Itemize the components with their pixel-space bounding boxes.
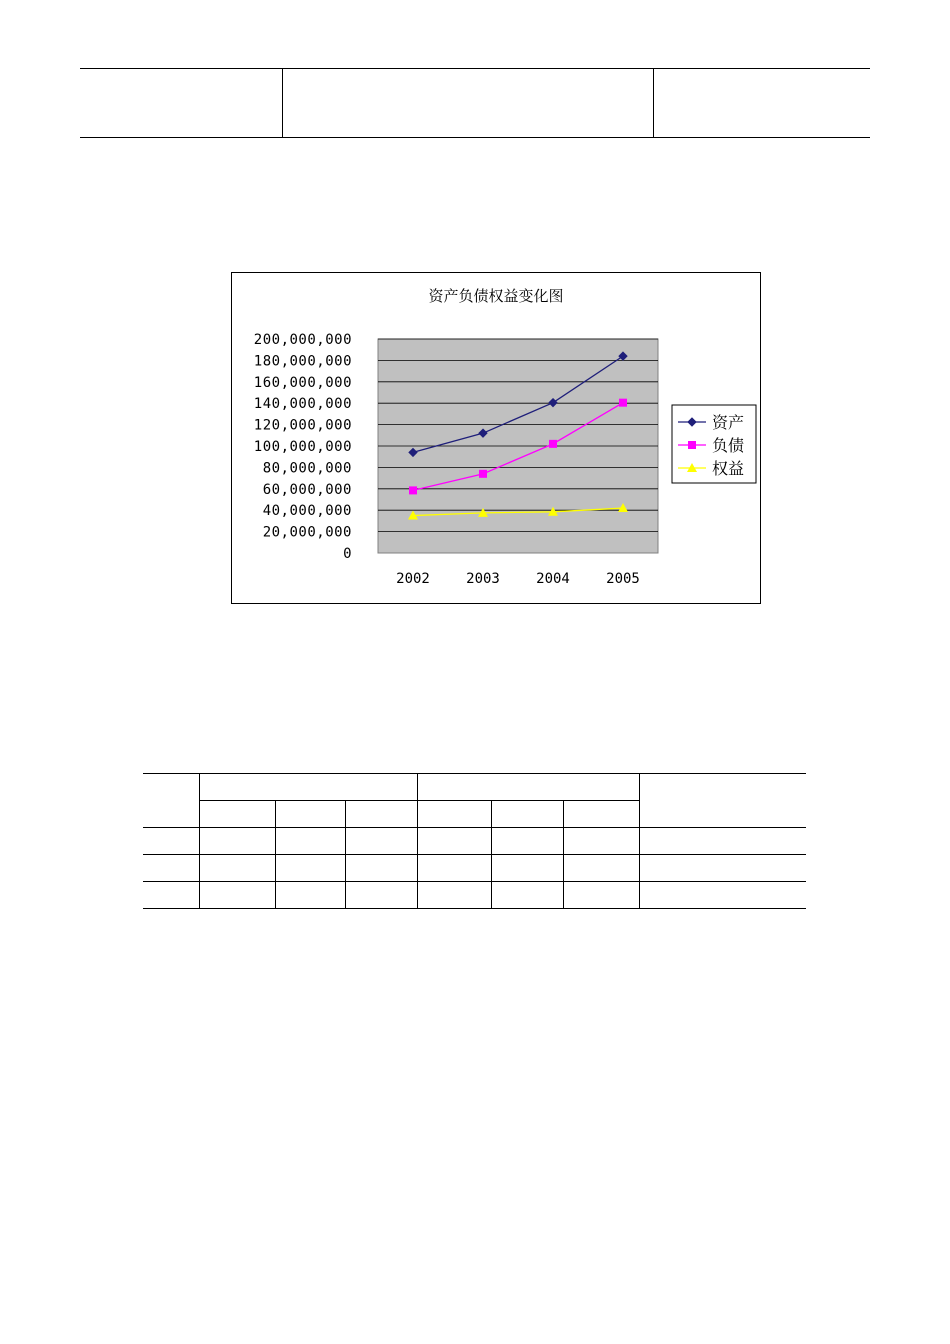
table-cell	[199, 828, 275, 855]
line-chart	[232, 273, 760, 603]
row-label	[143, 855, 199, 882]
header-slogan	[283, 69, 654, 137]
x-tick-label: 2004	[536, 571, 570, 587]
x-tick-label: 2003	[466, 571, 500, 587]
y-tick-label: 100,000,000	[253, 439, 352, 455]
legend-label: 负债	[712, 436, 745, 455]
table-cell	[345, 855, 417, 882]
table-cell	[563, 828, 639, 855]
data-point	[479, 470, 487, 478]
y-tick-label: 120,000,000	[253, 417, 352, 434]
table-corner-cell	[143, 774, 199, 828]
table-cell	[417, 882, 491, 909]
y-tick-label: 140,000,000	[253, 396, 352, 413]
table-cell-average	[639, 855, 806, 882]
y-tick-label: 180,000,000	[253, 353, 352, 370]
header-fixed-base-ratio	[199, 774, 417, 801]
table-cell	[491, 855, 563, 882]
header-chain-ratio	[417, 774, 639, 801]
table-cell	[417, 855, 491, 882]
table-cell	[199, 882, 275, 909]
page-header	[80, 68, 870, 138]
subheader-cell	[275, 801, 345, 828]
table-row-equity	[143, 882, 806, 909]
legend-label: 权益	[712, 459, 745, 478]
table-cell	[199, 855, 275, 882]
row-label	[143, 828, 199, 855]
table-header-row	[143, 774, 806, 801]
table-cell	[491, 828, 563, 855]
y-tick-label: 0	[343, 546, 352, 562]
chart-container	[231, 272, 761, 604]
header-meta	[80, 69, 283, 137]
subheader-cell	[199, 801, 275, 828]
table-cell	[275, 828, 345, 855]
chart-title: 资产负债权益变化图	[428, 287, 564, 305]
x-tick-label: 2005	[606, 571, 640, 587]
y-tick-label: 60,000,000	[262, 481, 352, 498]
y-tick-label: 20,000,000	[262, 524, 352, 541]
y-tick-label: 160,000,000	[253, 374, 352, 391]
table-row-liabilities	[143, 855, 806, 882]
y-tick-label: 80,000,000	[262, 460, 352, 477]
subheader-cell	[563, 801, 639, 828]
data-point	[619, 399, 627, 407]
table-row-assets	[143, 828, 806, 855]
data-point	[549, 440, 557, 448]
table-cell	[345, 828, 417, 855]
legend-marker	[688, 441, 696, 449]
subheader-cell	[491, 801, 563, 828]
financial-table	[143, 773, 806, 909]
table-cell	[491, 882, 563, 909]
table-cell-average	[639, 882, 806, 909]
y-tick-label: 40,000,000	[262, 503, 352, 520]
row-label	[143, 882, 199, 909]
table-cell	[563, 882, 639, 909]
table-cell	[275, 882, 345, 909]
table-cell	[563, 855, 639, 882]
subheader-cell	[417, 801, 491, 828]
y-tick-label: 200,000,000	[253, 332, 352, 348]
subheader-cell	[345, 801, 417, 828]
header-average-growth	[639, 774, 806, 828]
table-cell	[417, 828, 491, 855]
table-cell	[275, 855, 345, 882]
data-point	[409, 486, 417, 494]
x-tick-label: 2002	[396, 571, 430, 587]
legend-label: 资产	[712, 413, 745, 432]
table-cell-average	[639, 828, 806, 855]
table-cell	[345, 882, 417, 909]
